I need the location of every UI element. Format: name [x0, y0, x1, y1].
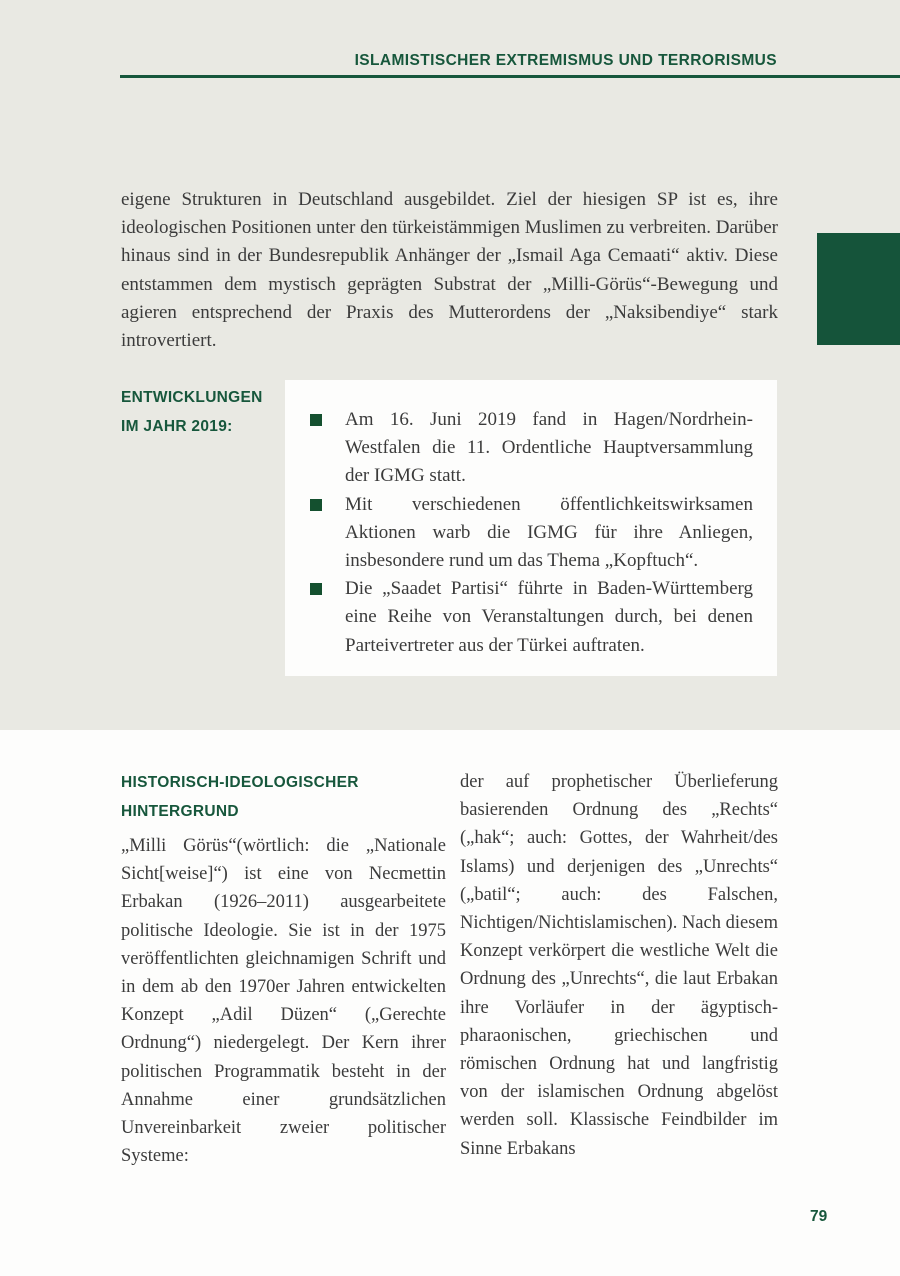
bullet-square-icon: [310, 583, 322, 595]
developments-label-line1: ENTWICKLUNGEN: [121, 389, 263, 406]
list-item: [310, 575, 753, 660]
page-number: 79: [810, 1208, 828, 1225]
background-text-right: der auf prophetischer Überlieferung basierenden Ordnung des „Rechts“ („hak“; auch: Gottes, der Wahrheit/des Islams) und derjenigen des „Unrechts“ („batil“; auch: des Falschen, Nichtigen/Nichtislamischen). Nach diesem Konzept verkörpert die westliche Welt die Ordnung des „Unrechts“, die laut Erbakan ihre Vorläufer in der ägyptisch-pharaonischen, griechischen und römischen Ordnung hat und langfristig von der islamischen Ordnung abgelöst werden soll. Klassische Feindbilder im Sinne Erbakans: [460, 772, 779, 1159]
background-section: [121, 768, 778, 1170]
development-item-text: Mit verschiedenen öffentlichkeitswirksamen Aktionen warb die IGMG für ihre Anliegen, insbesondere rund um das Thema „Kopftuch“.: [345, 493, 753, 572]
bullet-square-icon: [310, 499, 322, 511]
list-item: [310, 491, 753, 576]
chapter-edge-tab: [817, 233, 900, 345]
background-text-left: „Milli Görüs“(wörtlich: die „Nationale Sicht[weise]“) ist eine von Necmettin Erbakan (1926–2011) ausgearbeitete politische Ideologie. Sie ist in der 1975 veröffentlichten gleichnamigen Schrift und in dem ab den 1970er Jahren entwickelten Konzept „Adil Düzen“ („Gerechte Ordnung“) niedergelegt. Der Kern ihrer politischen Programmatik besteht in der Annahme einer grundsätzlichen Unvereinbarkeit zweier politischer Systeme:: [121, 836, 446, 1167]
page-header-title: ISLAMISTISCHER EXTREMISMUS UND TERRORISMUS: [354, 52, 777, 69]
developments-label-line2: IM JAHR 2019:: [121, 418, 233, 435]
developments-box: [285, 380, 777, 676]
list-item: [310, 406, 753, 491]
development-item-text: Die „Saadet Partisi“ führte in Baden-Württemberg eine Reihe von Veranstaltungen durch, bei denen Parteivertreter aus der Türkei auftraten.: [345, 578, 753, 656]
intro-paragraph: eigene Strukturen in Deutschland ausgebildet. Ziel der hiesigen SP ist es, ihre ideologischen Positionen unter den türkeistämmigen Muslimen zu verbreiten. Darüber hinaus sind in der Bundesrepublik Anhänger der „Ismail Aga Cemaati“ aktiv. Diese entstammen dem mystisch geprägten Substrat der „Milli-Görüs“-Bewegung und agieren entsprechend der Praxis des Mutterordens der „Naksibendiye“ stark introvertiert.: [121, 189, 778, 352]
development-item-text: Am 16. Juni 2019 fand in Hagen/Nordrhein-Westfalen die 11. Ordentliche Hauptversammlung der IGMG statt.: [345, 409, 753, 487]
background-column-left: [121, 768, 446, 1170]
background-column-right: [460, 768, 778, 1170]
bullet-square-icon: [310, 414, 322, 426]
developments-label: [121, 383, 286, 441]
background-section-heading: HISTORISCH-IDEOLOGISCHER HINTERGRUND: [121, 774, 359, 820]
header-divider-rule: [120, 75, 900, 78]
